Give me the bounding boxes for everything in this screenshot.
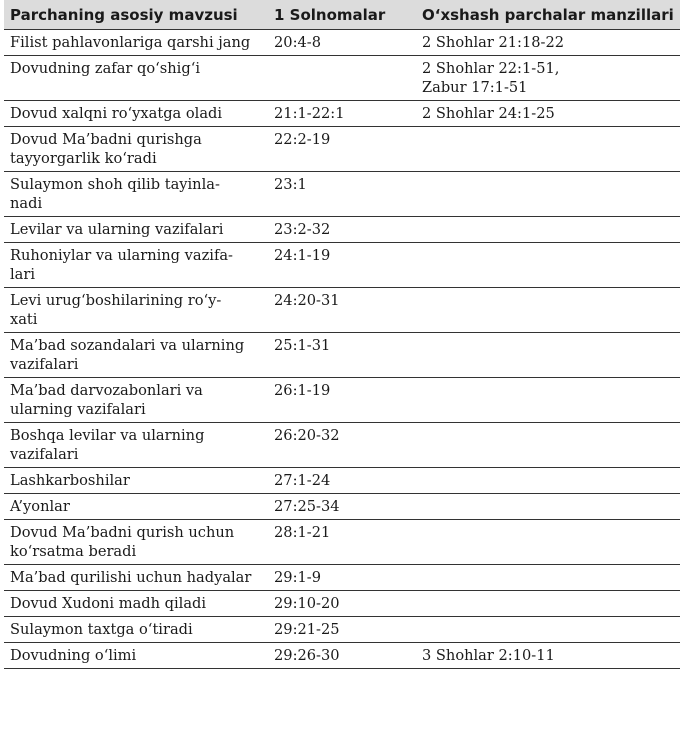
table-row [4, 333, 680, 378]
cell-parallel: 3 Shohlar 2:10-11 [416, 643, 680, 669]
cell-topic: Sulaymon shoh qilib tayinla- nadi [4, 172, 268, 217]
cell-reference: 29:1-9 [268, 565, 416, 591]
cell-topic: Filist pahlavonlariga qarshi jang [4, 30, 268, 56]
cell-reference: 24:1-19 [268, 243, 416, 288]
cell-topic: Ma’bad qurilishi uchun hadyalar [4, 565, 268, 591]
cell-reference: 29:26-30 [268, 643, 416, 669]
cell-reference: 20:4-8 [268, 30, 416, 56]
cell-topic: Levi urug‘boshilarining ro‘y- xati [4, 288, 268, 333]
reference-table-container [4, 0, 680, 669]
cell-topic: Dovud Ma’badni qurish uchun ko‘rsatma beradi [4, 520, 268, 565]
cell-topic: Levilar va ularning vazifalari [4, 217, 268, 243]
cell-topic: Lashkarboshilar [4, 468, 268, 494]
cell-topic: Dovudning o‘limi [4, 643, 268, 669]
header-row [4, 0, 680, 30]
cell-reference: 29:10-20 [268, 591, 416, 617]
cell-parallel [416, 172, 680, 217]
table-row [4, 378, 680, 423]
cell-reference: 27:1-24 [268, 468, 416, 494]
table-row [4, 288, 680, 333]
cell-topic: Ruhoniylar va ularning vazifa- lari [4, 243, 268, 288]
cell-parallel [416, 378, 680, 423]
header-1-solnomalar: 1 Solnomalar [268, 0, 416, 30]
header-parallels: O‘xshash parchalar manzillari [416, 0, 680, 30]
cell-parallel [416, 591, 680, 617]
cell-parallel [416, 333, 680, 378]
table-row [4, 520, 680, 565]
cell-parallel [416, 565, 680, 591]
cell-topic: Sulaymon taxtga o‘tiradi [4, 617, 268, 643]
table-row [4, 56, 680, 101]
cell-parallel [416, 127, 680, 172]
table-row [4, 423, 680, 468]
table-row [4, 643, 680, 669]
table-row [4, 565, 680, 591]
cell-parallel: 2 Shohlar 21:18-22 [416, 30, 680, 56]
table-row [4, 468, 680, 494]
table-row [4, 101, 680, 127]
table-row [4, 127, 680, 172]
cell-topic: Ma’bad darvozabonlari va ularning vazifalari [4, 378, 268, 423]
cell-parallel: 2 Shohlar 24:1-25 [416, 101, 680, 127]
cell-parallel [416, 288, 680, 333]
cell-reference: 23:2-32 [268, 217, 416, 243]
cell-topic: Dovudning zafar qo‘shig‘i [4, 56, 268, 101]
table-row [4, 217, 680, 243]
reference-table [4, 0, 680, 669]
cell-parallel [416, 243, 680, 288]
cell-topic: Boshqa levilar va ularning vazifalari [4, 423, 268, 468]
cell-reference: 25:1-31 [268, 333, 416, 378]
cell-reference: 21:1-22:1 [268, 101, 416, 127]
cell-topic: A’yonlar [4, 494, 268, 520]
table-row [4, 243, 680, 288]
table-row [4, 172, 680, 217]
cell-reference: 22:2-19 [268, 127, 416, 172]
cell-reference: 29:21-25 [268, 617, 416, 643]
cell-topic: Dovud xalqni ro‘yxatga oladi [4, 101, 268, 127]
cell-topic: Dovud Ma’badni qurishga tayyorgarlik ko‘radi [4, 127, 268, 172]
cell-parallel: 2 Shohlar 22:1-51, Zabur 17:1-51 [416, 56, 680, 101]
cell-reference [268, 56, 416, 101]
cell-reference: 26:20-32 [268, 423, 416, 468]
table-row [4, 494, 680, 520]
cell-reference: 27:25-34 [268, 494, 416, 520]
cell-reference: 23:1 [268, 172, 416, 217]
cell-parallel [416, 468, 680, 494]
cell-parallel [416, 520, 680, 565]
cell-topic: Ma’bad sozandalari va ularning vazifalari [4, 333, 268, 378]
cell-reference: 24:20-31 [268, 288, 416, 333]
header-topic: Parchaning asosiy mavzusi [4, 0, 268, 30]
table-row [4, 617, 680, 643]
cell-parallel [416, 217, 680, 243]
table-header [4, 0, 680, 30]
cell-topic: Dovud Xudoni madh qiladi [4, 591, 268, 617]
cell-parallel [416, 423, 680, 468]
cell-parallel [416, 617, 680, 643]
cell-parallel [416, 494, 680, 520]
table-row [4, 591, 680, 617]
table-body [4, 30, 680, 669]
cell-reference: 28:1-21 [268, 520, 416, 565]
cell-reference: 26:1-19 [268, 378, 416, 423]
table-row [4, 30, 680, 56]
